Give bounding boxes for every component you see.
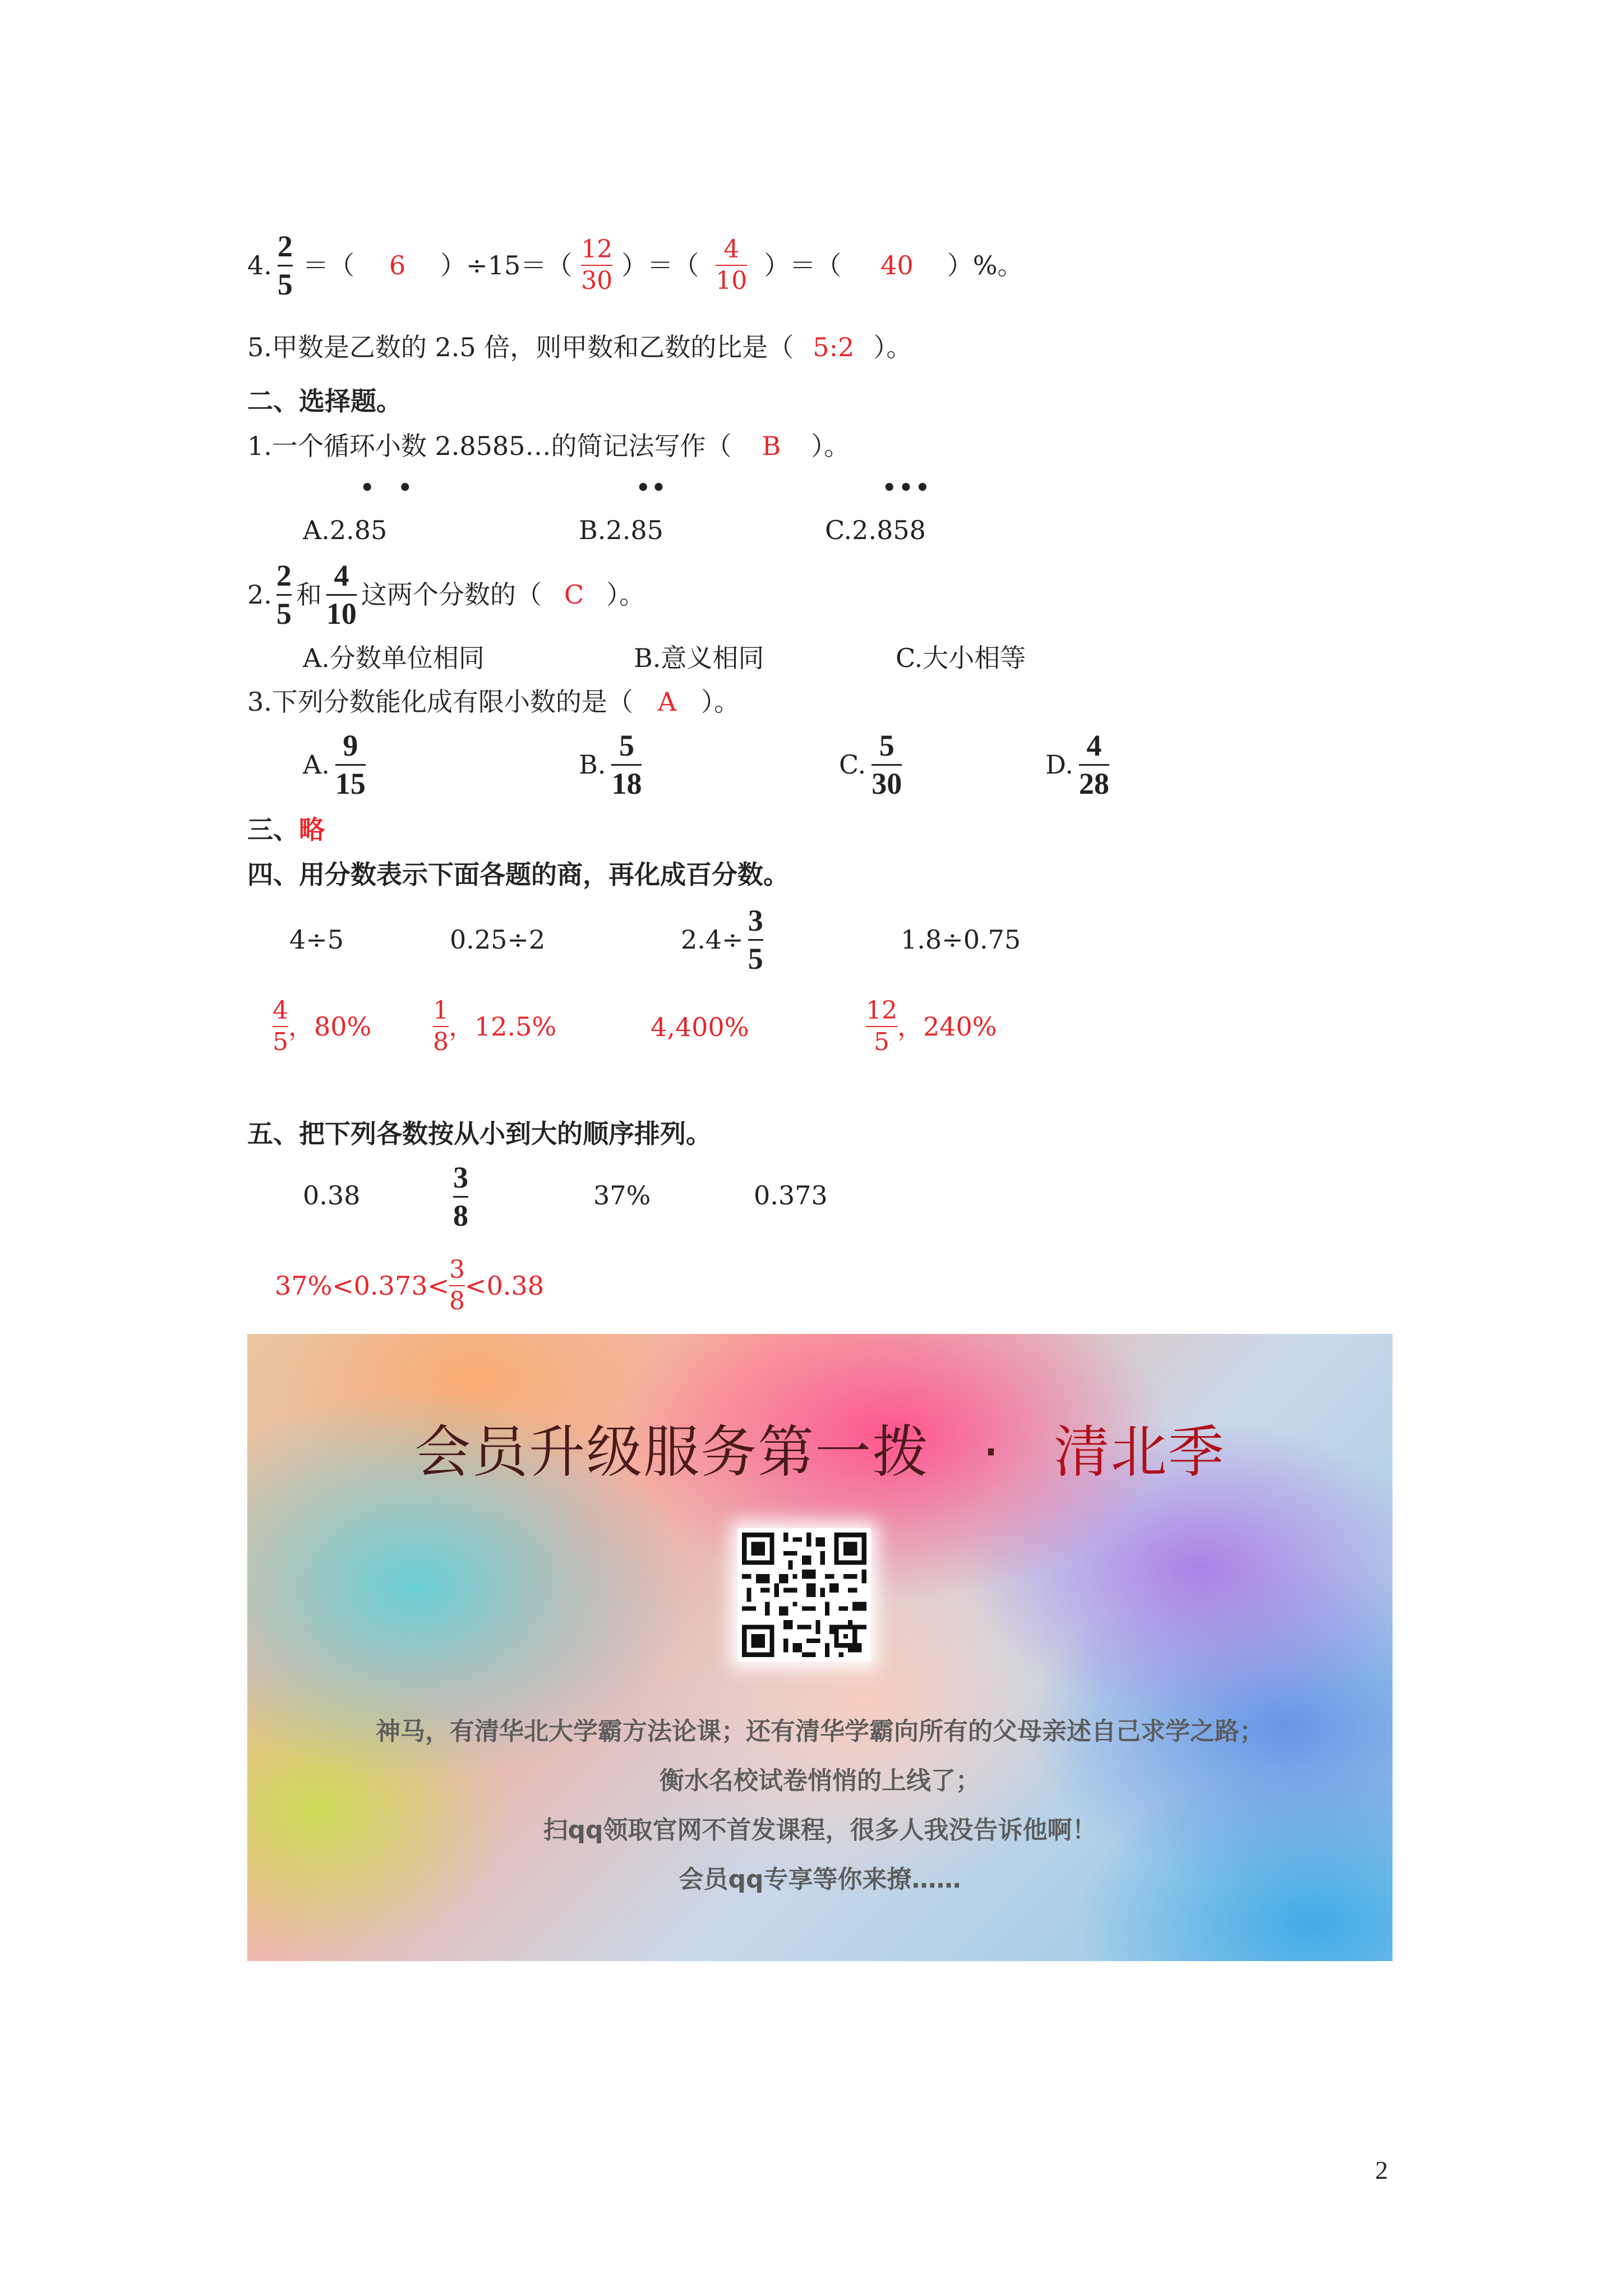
banner-title-accent: 清北季 — [1053, 1419, 1225, 1485]
banner-line-3: 扫qq领取官网不首发课程，很多人我没告诉他啊！ — [543, 1816, 1097, 1844]
sec4-answer-1-percent: ，80% — [288, 1011, 372, 1042]
repeating-dots-b: •• — [636, 475, 667, 501]
q4-answer2-denominator: 30 — [581, 266, 613, 295]
sec4-answer-4-percent: ，240% — [897, 1011, 997, 1042]
sec4-answer-1-numerator: 4 — [273, 996, 288, 1025]
q5-row — [247, 334, 912, 360]
option-label: B. — [579, 749, 606, 780]
sec4-answer-2-percent: ，12.5% — [449, 1011, 557, 1042]
option-numerator: 4 — [1086, 728, 1102, 762]
section-3-title — [247, 817, 325, 843]
sec2-q1-end: ）。 — [811, 431, 850, 461]
section-4-title: 四、用分数表示下面各题的商，再化成百分数。 — [247, 859, 789, 890]
banner-title-main: 会员升级服务第一拨 — [414, 1419, 930, 1485]
sec5-answer-numerator: 3 — [449, 1255, 465, 1284]
option-numerator: 5 — [619, 728, 634, 762]
q4-end: ）%。 — [947, 250, 1023, 280]
sec5-item-1: 0.38 — [303, 1180, 361, 1211]
sec4-problem-3 — [681, 898, 763, 982]
section-5-title: 五、把下列各数按从小到大的顺序排列。 — [247, 1119, 712, 1149]
sec5-fraction-denominator: 8 — [453, 1198, 468, 1232]
option-numerator: 9 — [343, 728, 358, 762]
sec4-problem-4: 1.8÷0.75 — [901, 924, 1021, 955]
sec4-answer-3: 4,400% — [651, 1012, 749, 1042]
sec4-answer-1-fraction — [273, 998, 288, 1055]
sec2-q2-label: 2. — [247, 579, 272, 610]
q4-answer2 — [581, 234, 613, 295]
sec5-answer-fraction — [449, 1257, 465, 1314]
sec2-q2-frac2-denominator: 10 — [326, 596, 357, 631]
sec5-fraction-numerator: 3 — [453, 1160, 468, 1194]
q4-mid3: ）＝（ — [764, 250, 842, 280]
sec2-q2-end: ）。 — [606, 579, 645, 610]
q4-frac-denominator: 5 — [277, 267, 293, 301]
q4-answer2-numerator: 12 — [581, 234, 613, 264]
sec5-answer-right: <0.38 — [465, 1271, 544, 1301]
sec4-answer-4-fraction — [866, 998, 897, 1055]
q4-mid2: ）＝（ — [621, 250, 699, 280]
banner-line-2: 衡水名校试卷悄悄的上线了； — [660, 1766, 980, 1795]
q5-text: 5.甲数是乙数的 2.5 倍，则甲数和乙数的比是（ — [247, 332, 794, 362]
sec2-q2-frac1-numerator: 2 — [276, 558, 292, 592]
sec2-q2-option-a: A.分数单位相同 — [303, 643, 485, 673]
option-numerator: 5 — [879, 728, 895, 762]
sec4-answer-1-denominator: 5 — [273, 1028, 288, 1056]
banner-line-1: 神马，有清华北大学霸方法论课；还有清华学霸向所有的父母亲述自己求学之路； — [376, 1717, 1264, 1746]
sec2-q3-end: ）。 — [701, 687, 740, 717]
option-denominator: 18 — [611, 766, 642, 800]
sec5-fraction — [453, 1162, 468, 1231]
option-fraction — [872, 730, 902, 799]
sec5-answer-denominator: 8 — [449, 1287, 465, 1315]
q4-answer4: 40 — [880, 250, 914, 280]
banner-title — [247, 1407, 1393, 1488]
q4-answer3-denominator: 10 — [716, 266, 748, 295]
sec2-q2-option-b: B.意义相同 — [634, 643, 764, 673]
sec2-q2-answer: C — [564, 579, 584, 610]
page-number: 2 — [1375, 2156, 1388, 2184]
option-denominator: 15 — [335, 766, 366, 800]
option-denominator: 30 — [872, 766, 902, 800]
banner-title-dot: · — [982, 1419, 1001, 1485]
option-fraction — [611, 730, 642, 799]
sec2-q1-option-a: A.2.85 — [303, 515, 388, 545]
option-label: A. — [303, 749, 330, 780]
sec4-answer-4-numerator: 12 — [866, 996, 897, 1025]
q4-answer3 — [716, 234, 748, 295]
sec5-item-2: 37% — [593, 1180, 651, 1211]
q4-fraction — [278, 231, 293, 300]
sec4-answer-2-numerator: 1 — [433, 996, 449, 1025]
q4-frac-numerator: 2 — [277, 229, 293, 263]
sec4-problem-3-text: 2.4÷ — [681, 924, 744, 955]
sec4-answer-4 — [866, 987, 997, 1066]
q4-label: 4. — [247, 250, 272, 280]
sec2-q1-option-c: C.2.858 — [825, 515, 926, 545]
qr-code-icon[interactable] — [737, 1528, 871, 1662]
sec2-q2-frac2 — [326, 560, 357, 629]
sec2-q3-text: 3.下列分数能化成有限小数的是（ — [247, 687, 633, 717]
sec2-q3 — [247, 689, 740, 715]
option-label: D. — [1045, 749, 1073, 780]
option-denominator: 28 — [1078, 766, 1109, 800]
banner-line-4: 会员qq专享等你来撩…… — [679, 1865, 961, 1894]
sec5-item-3: 0.373 — [754, 1180, 828, 1211]
section-3-answer: 略 — [299, 815, 325, 845]
sec2-q2-text: 这两个分数的（ — [361, 579, 542, 610]
sec2-q2-option-c: C.大小相等 — [896, 643, 1026, 673]
q4-mid1: ）÷15＝（ — [440, 250, 573, 280]
sec2-q2-frac1 — [276, 560, 292, 629]
promo-banner[interactable] — [247, 1334, 1393, 1961]
sec2-q1 — [247, 433, 850, 459]
sec5-item-frac — [453, 1154, 468, 1239]
sec4-problem-3-numerator: 3 — [748, 903, 763, 937]
q4-eq1: ＝（ — [302, 250, 354, 280]
sec2-q3-option-b — [579, 723, 642, 807]
sec2-q3-option-a — [303, 723, 366, 807]
sec2-q2-frac1-denominator: 5 — [276, 596, 292, 631]
sec4-problem-3-fraction — [748, 905, 763, 974]
sec4-answer-1 — [273, 987, 371, 1066]
q4-answer1: 6 — [389, 250, 406, 280]
option-fraction — [1079, 730, 1109, 799]
q5-end: ）。 — [873, 332, 912, 362]
sec2-q1-option-b: B.2.85 — [579, 515, 663, 545]
sec4-answer-2 — [433, 987, 556, 1066]
sec2-q3-option-c — [839, 723, 902, 807]
sec2-q2 — [247, 555, 645, 634]
sec5-answer — [275, 1246, 544, 1325]
sec4-answer-2-fraction — [433, 998, 449, 1055]
option-label: C. — [839, 749, 866, 780]
repeating-dots-c: ••• — [882, 475, 932, 501]
sec2-q1-text: 1.一个循环小数 2.8585…的简记法写作（ — [247, 431, 732, 461]
sec4-problem-1: 4÷5 — [289, 924, 344, 955]
sec4-answer-2-denominator: 8 — [433, 1028, 449, 1056]
repeating-dots-a: • • — [360, 475, 421, 501]
q4-answer3-numerator: 4 — [723, 234, 740, 264]
sec2-q1-answer: B — [762, 431, 781, 461]
sec4-answer-4-denominator: 5 — [874, 1028, 889, 1056]
section-3-label: 三、 — [247, 815, 299, 845]
section-2-title: 二、选择题。 — [247, 386, 402, 416]
sec2-q2-frac2-numerator: 4 — [334, 558, 349, 592]
q5-answer: 5:2 — [813, 332, 855, 362]
sec2-q3-option-d — [1045, 723, 1109, 807]
q4-row — [247, 223, 1023, 307]
sec5-answer-left: 37%<0.373< — [275, 1271, 450, 1301]
sec2-q2-and: 和 — [296, 579, 322, 610]
sec2-q3-answer: A — [657, 687, 677, 717]
sec4-problem-3-denominator: 5 — [748, 941, 763, 976]
sec4-problem-2: 0.25÷2 — [450, 924, 546, 955]
option-fraction — [335, 730, 366, 799]
